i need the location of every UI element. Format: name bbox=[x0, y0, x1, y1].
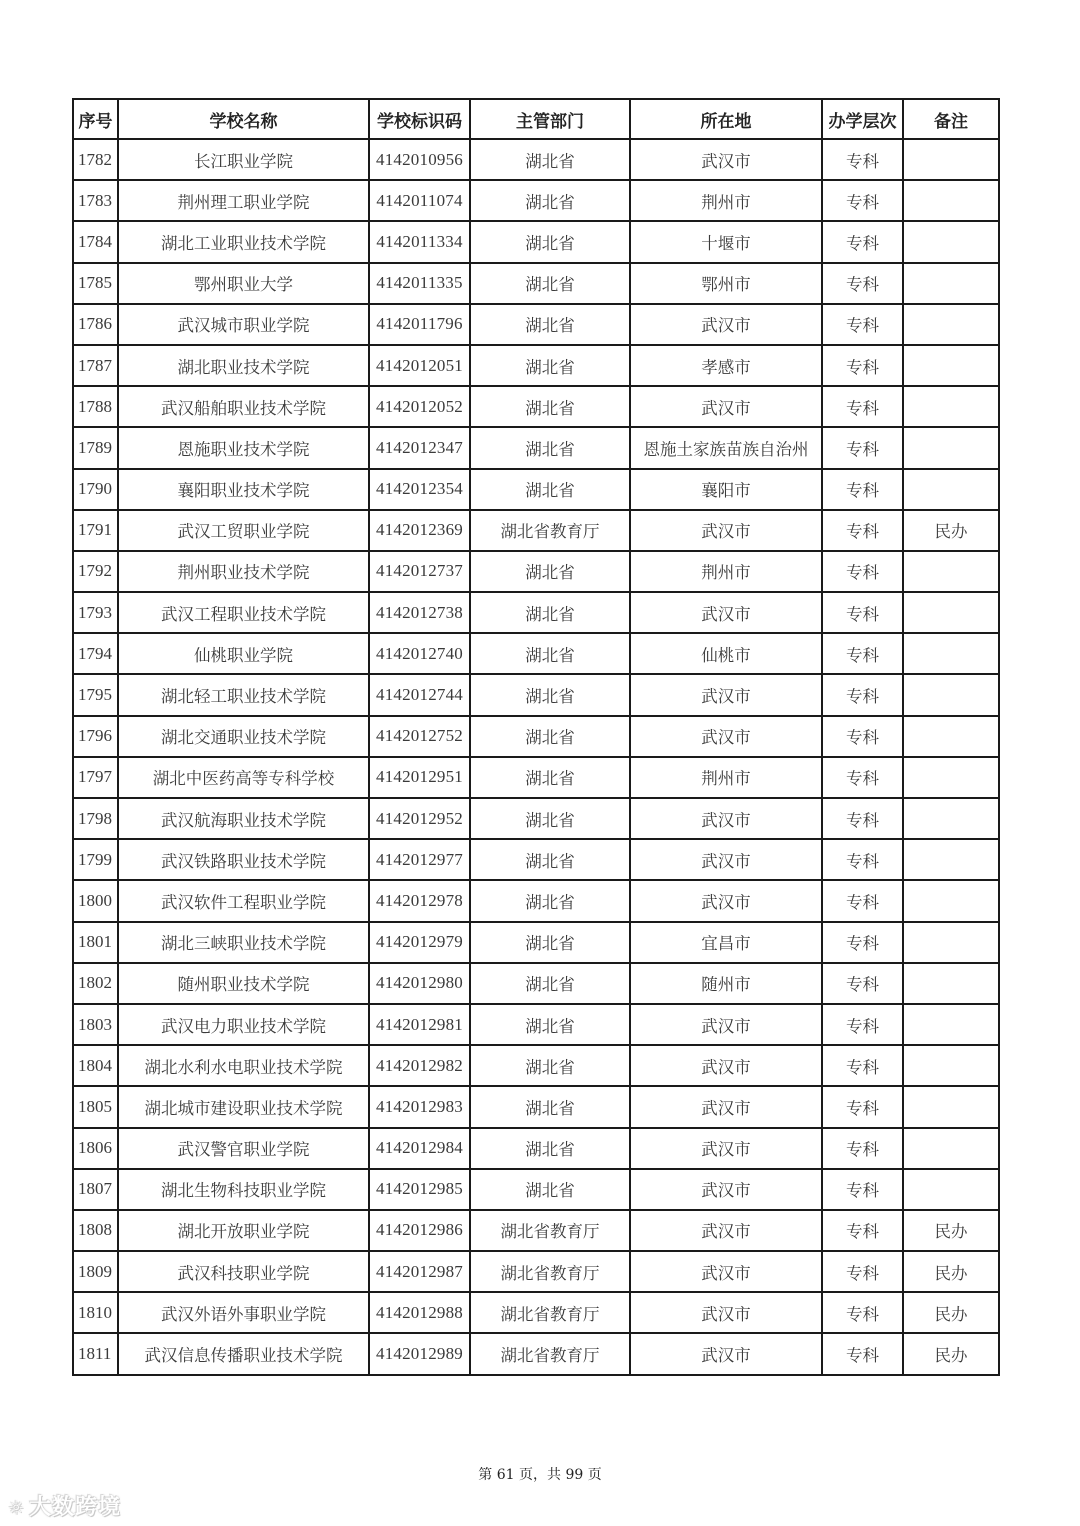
cell-school-name: 武汉软件工程职业学院 bbox=[118, 880, 369, 921]
cell-school-name: 武汉航海职业技术学院 bbox=[118, 798, 369, 839]
cell-no: 1805 bbox=[73, 1086, 118, 1127]
cell-note bbox=[903, 963, 999, 1004]
cell-level: 专科 bbox=[822, 674, 903, 715]
cell-location: 武汉市 bbox=[630, 1004, 822, 1045]
cell-location: 武汉市 bbox=[630, 1333, 822, 1374]
cell-school-code: 4142011335 bbox=[369, 263, 470, 304]
cell-level: 专科 bbox=[822, 1128, 903, 1169]
cell-school-name: 湖北开放职业学院 bbox=[118, 1210, 369, 1251]
cell-department: 湖北省教育厅 bbox=[470, 510, 630, 551]
cell-level: 专科 bbox=[822, 798, 903, 839]
cell-no: 1796 bbox=[73, 716, 118, 757]
cell-school-name: 湖北轻工职业技术学院 bbox=[118, 674, 369, 715]
table-row bbox=[73, 427, 999, 468]
table-row bbox=[73, 633, 999, 674]
cell-school-name: 湖北工业职业技术学院 bbox=[118, 221, 369, 262]
header-school-name: 学校名称 bbox=[118, 99, 369, 139]
cell-school-code: 4142012752 bbox=[369, 716, 470, 757]
cell-school-name: 武汉船舶职业技术学院 bbox=[118, 386, 369, 427]
cell-no: 1788 bbox=[73, 386, 118, 427]
cell-note bbox=[903, 757, 999, 798]
cell-level: 专科 bbox=[822, 1210, 903, 1251]
cell-school-name: 仙桃职业学院 bbox=[118, 633, 369, 674]
cell-note bbox=[903, 674, 999, 715]
cell-school-name: 武汉科技职业学院 bbox=[118, 1251, 369, 1292]
cell-school-code: 4142012979 bbox=[369, 922, 470, 963]
cell-school-code: 4142012744 bbox=[369, 674, 470, 715]
cell-department: 湖北省 bbox=[470, 1128, 630, 1169]
cell-location: 武汉市 bbox=[630, 592, 822, 633]
cell-no: 1797 bbox=[73, 757, 118, 798]
cell-department: 湖北省 bbox=[470, 633, 630, 674]
cell-level: 专科 bbox=[822, 757, 903, 798]
table-row bbox=[73, 798, 999, 839]
cell-school-code: 4142012987 bbox=[369, 1251, 470, 1292]
table-row bbox=[73, 1169, 999, 1210]
cell-level: 专科 bbox=[822, 139, 903, 180]
cell-location: 武汉市 bbox=[630, 674, 822, 715]
cell-school-code: 4142012738 bbox=[369, 592, 470, 633]
table-row bbox=[73, 1004, 999, 1045]
table-row bbox=[73, 1333, 999, 1374]
cell-no: 1794 bbox=[73, 633, 118, 674]
cell-level: 专科 bbox=[822, 592, 903, 633]
cell-no: 1802 bbox=[73, 963, 118, 1004]
cell-school-name: 随州职业技术学院 bbox=[118, 963, 369, 1004]
table-row bbox=[73, 839, 999, 880]
cell-school-name: 武汉工程职业技术学院 bbox=[118, 592, 369, 633]
cell-level: 专科 bbox=[822, 963, 903, 1004]
cell-note bbox=[903, 139, 999, 180]
table-row bbox=[73, 674, 999, 715]
header-no: 序号 bbox=[73, 99, 118, 139]
cell-school-code: 4142012982 bbox=[369, 1045, 470, 1086]
cell-school-name: 武汉工贸职业学院 bbox=[118, 510, 369, 551]
cell-location: 武汉市 bbox=[630, 1251, 822, 1292]
cell-school-code: 4142012981 bbox=[369, 1004, 470, 1045]
cell-note: 民办 bbox=[903, 1333, 999, 1374]
cell-level: 专科 bbox=[822, 221, 903, 262]
cell-school-code: 4142012980 bbox=[369, 963, 470, 1004]
cell-school-code: 4142012051 bbox=[369, 345, 470, 386]
cell-note bbox=[903, 345, 999, 386]
cell-note bbox=[903, 1086, 999, 1127]
table-row bbox=[73, 1045, 999, 1086]
cell-department: 湖北省 bbox=[470, 469, 630, 510]
cell-no: 1783 bbox=[73, 180, 118, 221]
cell-note bbox=[903, 1004, 999, 1045]
cell-school-code: 4142012737 bbox=[369, 551, 470, 592]
cell-no: 1786 bbox=[73, 304, 118, 345]
cell-department: 湖北省 bbox=[470, 798, 630, 839]
cell-school-code: 4142012984 bbox=[369, 1128, 470, 1169]
cell-school-name: 长江职业学院 bbox=[118, 139, 369, 180]
cell-school-code: 4142012952 bbox=[369, 798, 470, 839]
cell-note: 民办 bbox=[903, 1251, 999, 1292]
cell-school-code: 4142012986 bbox=[369, 1210, 470, 1251]
cell-level: 专科 bbox=[822, 1292, 903, 1333]
table-row bbox=[73, 1210, 999, 1251]
table-row bbox=[73, 757, 999, 798]
cell-school-code: 4142012977 bbox=[369, 839, 470, 880]
cell-department: 湖北省 bbox=[470, 716, 630, 757]
cell-school-code: 4142012347 bbox=[369, 427, 470, 468]
cell-department: 湖北省 bbox=[470, 139, 630, 180]
cell-location: 荆州市 bbox=[630, 551, 822, 592]
header-department: 主管部门 bbox=[470, 99, 630, 139]
cell-department: 湖北省 bbox=[470, 922, 630, 963]
table-row bbox=[73, 1086, 999, 1127]
cell-school-code: 4142012988 bbox=[369, 1292, 470, 1333]
cell-no: 1785 bbox=[73, 263, 118, 304]
table-row bbox=[73, 716, 999, 757]
cell-note: 民办 bbox=[903, 510, 999, 551]
cell-no: 1801 bbox=[73, 922, 118, 963]
cell-location: 武汉市 bbox=[630, 716, 822, 757]
cell-level: 专科 bbox=[822, 1169, 903, 1210]
cell-department: 湖北省 bbox=[470, 1045, 630, 1086]
cell-level: 专科 bbox=[822, 839, 903, 880]
cell-school-name: 武汉外语外事职业学院 bbox=[118, 1292, 369, 1333]
cell-level: 专科 bbox=[822, 1004, 903, 1045]
cell-school-code: 4142012369 bbox=[369, 510, 470, 551]
cell-school-name: 襄阳职业技术学院 bbox=[118, 469, 369, 510]
cell-school-name: 湖北水利水电职业技术学院 bbox=[118, 1045, 369, 1086]
cell-note bbox=[903, 922, 999, 963]
cell-level: 专科 bbox=[822, 510, 903, 551]
cell-no: 1782 bbox=[73, 139, 118, 180]
cell-level: 专科 bbox=[822, 633, 903, 674]
cell-department: 湖北省 bbox=[470, 880, 630, 921]
table-body bbox=[73, 139, 999, 1375]
cell-department: 湖北省教育厅 bbox=[470, 1251, 630, 1292]
table-row bbox=[73, 1292, 999, 1333]
cell-school-code: 4142011334 bbox=[369, 221, 470, 262]
cell-level: 专科 bbox=[822, 551, 903, 592]
cell-no: 1795 bbox=[73, 674, 118, 715]
cell-department: 湖北省 bbox=[470, 551, 630, 592]
cell-department: 湖北省教育厅 bbox=[470, 1210, 630, 1251]
table-row bbox=[73, 221, 999, 262]
cell-no: 1791 bbox=[73, 510, 118, 551]
cell-school-name: 湖北生物科技职业学院 bbox=[118, 1169, 369, 1210]
cell-no: 1784 bbox=[73, 221, 118, 262]
table-row bbox=[73, 592, 999, 633]
table-row bbox=[73, 304, 999, 345]
cell-note bbox=[903, 716, 999, 757]
cell-no: 1810 bbox=[73, 1292, 118, 1333]
cell-school-name: 湖北中医药高等专科学校 bbox=[118, 757, 369, 798]
cell-location: 武汉市 bbox=[630, 386, 822, 427]
cell-location: 仙桃市 bbox=[630, 633, 822, 674]
cell-no: 1799 bbox=[73, 839, 118, 880]
header-school-code: 学校标识码 bbox=[369, 99, 470, 139]
cell-school-code: 4142012052 bbox=[369, 386, 470, 427]
cell-no: 1808 bbox=[73, 1210, 118, 1251]
cell-note bbox=[903, 592, 999, 633]
table-row bbox=[73, 922, 999, 963]
cell-school-name: 武汉城市职业学院 bbox=[118, 304, 369, 345]
cell-level: 专科 bbox=[822, 880, 903, 921]
cell-note bbox=[903, 427, 999, 468]
cell-department: 湖北省 bbox=[470, 1086, 630, 1127]
cell-note bbox=[903, 221, 999, 262]
table-header-row bbox=[73, 99, 999, 139]
cell-school-name: 湖北交通职业技术学院 bbox=[118, 716, 369, 757]
cell-note bbox=[903, 551, 999, 592]
cell-school-code: 4142012354 bbox=[369, 469, 470, 510]
cell-location: 武汉市 bbox=[630, 304, 822, 345]
cell-note bbox=[903, 839, 999, 880]
cell-no: 1807 bbox=[73, 1169, 118, 1210]
cell-level: 专科 bbox=[822, 469, 903, 510]
cell-location: 武汉市 bbox=[630, 1169, 822, 1210]
cell-department: 湖北省 bbox=[470, 839, 630, 880]
table-row bbox=[73, 386, 999, 427]
cell-school-name: 恩施职业技术学院 bbox=[118, 427, 369, 468]
cell-level: 专科 bbox=[822, 180, 903, 221]
cell-department: 湖北省教育厅 bbox=[470, 1333, 630, 1374]
cell-location: 恩施土家族苗族自治州 bbox=[630, 427, 822, 468]
cell-location: 武汉市 bbox=[630, 1086, 822, 1127]
cell-location: 荆州市 bbox=[630, 757, 822, 798]
cell-department: 湖北省 bbox=[470, 1169, 630, 1210]
cell-school-name: 武汉电力职业技术学院 bbox=[118, 1004, 369, 1045]
cell-note bbox=[903, 304, 999, 345]
table-row bbox=[73, 345, 999, 386]
cell-school-code: 4142012985 bbox=[369, 1169, 470, 1210]
cell-school-name: 湖北职业技术学院 bbox=[118, 345, 369, 386]
cell-department: 湖北省 bbox=[470, 674, 630, 715]
cell-location: 荆州市 bbox=[630, 180, 822, 221]
cell-location: 武汉市 bbox=[630, 798, 822, 839]
cell-note: 民办 bbox=[903, 1292, 999, 1333]
table-row bbox=[73, 551, 999, 592]
cell-school-name: 荆州职业技术学院 bbox=[118, 551, 369, 592]
cell-department: 湖北省 bbox=[470, 427, 630, 468]
header-location: 所在地 bbox=[630, 99, 822, 139]
header-level: 办学层次 bbox=[822, 99, 903, 139]
cell-location: 襄阳市 bbox=[630, 469, 822, 510]
table-row bbox=[73, 1251, 999, 1292]
table-row bbox=[73, 180, 999, 221]
cell-school-code: 4142012983 bbox=[369, 1086, 470, 1127]
cell-location: 宜昌市 bbox=[630, 922, 822, 963]
school-list-table bbox=[72, 98, 1000, 1376]
cell-no: 1804 bbox=[73, 1045, 118, 1086]
cell-department: 湖北省 bbox=[470, 757, 630, 798]
cell-no: 1787 bbox=[73, 345, 118, 386]
cell-department: 湖北省 bbox=[470, 345, 630, 386]
cell-location: 随州市 bbox=[630, 963, 822, 1004]
cell-school-code: 4142011074 bbox=[369, 180, 470, 221]
cell-location: 鄂州市 bbox=[630, 263, 822, 304]
cell-school-name: 湖北三峡职业技术学院 bbox=[118, 922, 369, 963]
cell-school-name: 武汉警官职业学院 bbox=[118, 1128, 369, 1169]
cell-level: 专科 bbox=[822, 427, 903, 468]
cell-note bbox=[903, 180, 999, 221]
header-note: 备注 bbox=[903, 99, 999, 139]
cell-no: 1803 bbox=[73, 1004, 118, 1045]
cell-level: 专科 bbox=[822, 345, 903, 386]
cell-school-code: 4142011796 bbox=[369, 304, 470, 345]
page-number: 第 61 页，共 99 页 bbox=[478, 1467, 602, 1483]
table-row bbox=[73, 469, 999, 510]
cell-location: 武汉市 bbox=[630, 839, 822, 880]
cell-location: 武汉市 bbox=[630, 510, 822, 551]
cell-location: 武汉市 bbox=[630, 880, 822, 921]
watermark bbox=[8, 1490, 121, 1521]
cell-no: 1798 bbox=[73, 798, 118, 839]
cell-school-code: 4142012740 bbox=[369, 633, 470, 674]
cell-location: 武汉市 bbox=[630, 1210, 822, 1251]
cell-location: 武汉市 bbox=[630, 1045, 822, 1086]
cell-department: 湖北省 bbox=[470, 592, 630, 633]
sun-logo-icon: ☼ bbox=[8, 1498, 26, 1519]
cell-school-code: 4142012978 bbox=[369, 880, 470, 921]
cell-location: 孝感市 bbox=[630, 345, 822, 386]
cell-department: 湖北省 bbox=[470, 304, 630, 345]
cell-note bbox=[903, 880, 999, 921]
table-row bbox=[73, 263, 999, 304]
cell-level: 专科 bbox=[822, 304, 903, 345]
cell-level: 专科 bbox=[822, 263, 903, 304]
cell-note bbox=[903, 469, 999, 510]
cell-note bbox=[903, 633, 999, 674]
cell-level: 专科 bbox=[822, 1045, 903, 1086]
cell-department: 湖北省 bbox=[470, 263, 630, 304]
cell-school-name: 鄂州职业大学 bbox=[118, 263, 369, 304]
cell-no: 1793 bbox=[73, 592, 118, 633]
watermark-text: 大数跨境 bbox=[29, 1495, 122, 1520]
cell-department: 湖北省 bbox=[470, 180, 630, 221]
cell-no: 1789 bbox=[73, 427, 118, 468]
cell-level: 专科 bbox=[822, 922, 903, 963]
cell-no: 1806 bbox=[73, 1128, 118, 1169]
cell-level: 专科 bbox=[822, 1086, 903, 1127]
cell-no: 1792 bbox=[73, 551, 118, 592]
cell-level: 专科 bbox=[822, 1333, 903, 1374]
cell-no: 1790 bbox=[73, 469, 118, 510]
cell-no: 1809 bbox=[73, 1251, 118, 1292]
cell-no: 1800 bbox=[73, 880, 118, 921]
cell-note bbox=[903, 1045, 999, 1086]
cell-location: 武汉市 bbox=[630, 1292, 822, 1333]
cell-level: 专科 bbox=[822, 386, 903, 427]
cell-note bbox=[903, 386, 999, 427]
cell-department: 湖北省 bbox=[470, 1004, 630, 1045]
cell-level: 专科 bbox=[822, 1251, 903, 1292]
cell-department: 湖北省 bbox=[470, 386, 630, 427]
cell-school-name: 武汉铁路职业技术学院 bbox=[118, 839, 369, 880]
table-row bbox=[73, 880, 999, 921]
table-row bbox=[73, 1128, 999, 1169]
cell-school-name: 武汉信息传播职业技术学院 bbox=[118, 1333, 369, 1374]
cell-school-name: 湖北城市建设职业技术学院 bbox=[118, 1086, 369, 1127]
cell-note: 民办 bbox=[903, 1210, 999, 1251]
cell-note bbox=[903, 1128, 999, 1169]
cell-department: 湖北省 bbox=[470, 221, 630, 262]
cell-note bbox=[903, 1169, 999, 1210]
cell-level: 专科 bbox=[822, 716, 903, 757]
cell-note bbox=[903, 263, 999, 304]
cell-location: 武汉市 bbox=[630, 139, 822, 180]
table-row bbox=[73, 139, 999, 180]
cell-school-code: 4142012951 bbox=[369, 757, 470, 798]
cell-location: 武汉市 bbox=[630, 1128, 822, 1169]
cell-school-code: 4142012989 bbox=[369, 1333, 470, 1374]
cell-school-code: 4142010956 bbox=[369, 139, 470, 180]
cell-note bbox=[903, 798, 999, 839]
cell-school-name: 荆州理工职业学院 bbox=[118, 180, 369, 221]
table-row bbox=[73, 963, 999, 1004]
cell-no: 1811 bbox=[73, 1333, 118, 1374]
table-row bbox=[73, 510, 999, 551]
cell-department: 湖北省教育厅 bbox=[470, 1292, 630, 1333]
cell-department: 湖北省 bbox=[470, 963, 630, 1004]
cell-location: 十堰市 bbox=[630, 221, 822, 262]
